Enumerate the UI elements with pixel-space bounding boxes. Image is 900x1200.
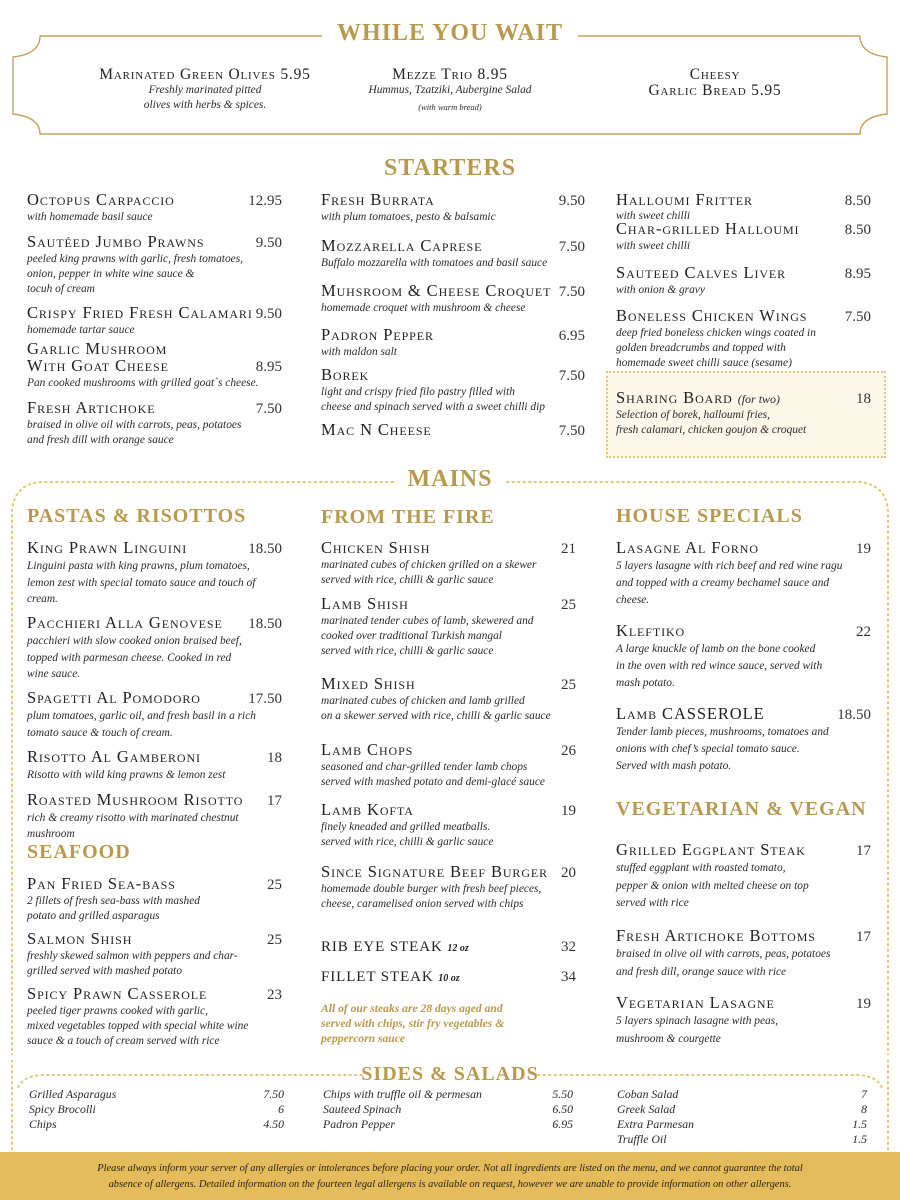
item-price: 17 bbox=[856, 929, 871, 945]
menu-item bbox=[321, 237, 585, 271]
item-price: 18.50 bbox=[837, 707, 871, 723]
item-name: Risotto Al Gamberoni bbox=[27, 747, 201, 766]
wyw-item-garlic-bread bbox=[600, 67, 830, 99]
item-price: 18.50 bbox=[248, 616, 282, 632]
side-price: 4.50 bbox=[263, 1117, 284, 1131]
item-desc: tomato sauce & touch of cream. bbox=[27, 726, 173, 739]
side-price: 5.50 bbox=[552, 1087, 573, 1101]
item-desc: pacchieri with slow cooked onion braised beef, bbox=[27, 635, 242, 647]
item-name: Spicy Prawn Casserole bbox=[27, 984, 208, 1003]
item-price: 25 bbox=[561, 677, 576, 693]
item-price: 12.95 bbox=[248, 193, 282, 209]
menu-item bbox=[321, 675, 576, 724]
item-price: 8.50 bbox=[844, 222, 871, 238]
menu-item bbox=[616, 191, 871, 222]
item-price: 9.50 bbox=[255, 306, 282, 322]
side-name: Truffle Oil bbox=[617, 1132, 667, 1146]
side-item bbox=[29, 1087, 284, 1102]
menu-item bbox=[27, 748, 282, 784]
item-price: 21 bbox=[561, 541, 576, 557]
item-desc: Tender lamb pieces, mushrooms, tomatoes and bbox=[616, 726, 829, 738]
steak-note-line: All of our steaks are 28 days aged and bbox=[321, 1002, 503, 1015]
item-desc: Pan cooked mushrooms with grilled goat`s cheese. bbox=[27, 377, 259, 389]
item-price: 25 bbox=[561, 597, 576, 613]
item-desc: Buffalo mozzarella with tomatoes and basil sauce bbox=[321, 257, 548, 269]
side-price: 8 bbox=[861, 1102, 867, 1116]
item-name: Crispy Fried Fresh Calamari bbox=[27, 303, 253, 322]
sides-col-1 bbox=[29, 1087, 284, 1132]
item-desc: olives with herbs & spices. bbox=[143, 99, 267, 111]
item-price: 32 bbox=[561, 939, 576, 955]
side-name: Grilled Asparagus bbox=[29, 1087, 117, 1101]
item-desc: Linguini pasta with king prawns, plum tomatoes, bbox=[27, 560, 250, 572]
menu-item bbox=[321, 282, 585, 316]
menu-item bbox=[27, 689, 282, 741]
item-price: 8.95 bbox=[844, 266, 871, 282]
item-desc: stuffed eggplant with roasted tomato, bbox=[616, 862, 786, 874]
item-desc: peeled king prawns with garlic, fresh tomatoes, bbox=[27, 253, 243, 265]
item-price: 25 bbox=[267, 877, 282, 893]
item-desc: with onion & gravy bbox=[616, 284, 705, 296]
item-desc: Risotto with wild king prawns & lemon zest bbox=[27, 769, 226, 781]
item-name: Marinated Green Olives 5.95 bbox=[99, 66, 311, 83]
item-name: Halloumi Fritter bbox=[616, 190, 753, 209]
item-name: With Goat Cheese bbox=[27, 356, 169, 375]
item-price: 7.50 bbox=[844, 309, 871, 325]
side-name: Padron Pepper bbox=[323, 1117, 395, 1131]
item-desc: cooked over traditional Turkish mangal bbox=[321, 630, 502, 642]
item-desc: braised in olive oil with carrots, peas, potatoes bbox=[27, 419, 242, 431]
starters-title: STARTERS bbox=[383, 155, 517, 181]
menu-item-steak bbox=[321, 969, 576, 987]
item-desc: mash potato. bbox=[616, 677, 675, 689]
item-desc: sauce & a touch of cream served with rice bbox=[27, 1035, 220, 1047]
side-name: Sauteed Spinach bbox=[323, 1102, 402, 1116]
menu-item bbox=[321, 421, 585, 440]
item-price: 9.50 bbox=[558, 193, 585, 209]
fire-title: FROM THE FIRE bbox=[321, 506, 495, 528]
item-name: Lamb CASSEROLE bbox=[616, 704, 765, 723]
item-name: Garlic Bread 5.95 bbox=[648, 82, 782, 99]
item-desc: Hummus, Tzatziki, Aubergine Salad bbox=[368, 84, 532, 96]
item-price: 7.50 bbox=[558, 423, 585, 439]
item-price: 23 bbox=[267, 987, 282, 1003]
item-name: Lamb Chops bbox=[321, 740, 414, 759]
mains-title: MAINS bbox=[407, 466, 493, 492]
item-name: Fresh Artichoke bbox=[27, 398, 156, 417]
menu-item bbox=[27, 985, 282, 1049]
item-name-text: FILLET STEAK bbox=[321, 969, 434, 985]
item-price: 18.50 bbox=[248, 541, 282, 557]
item-desc: onions with chef’s special tomato sauce. bbox=[616, 743, 800, 755]
item-price: 19 bbox=[856, 541, 871, 557]
item-name: Sauteed Calves Liver bbox=[616, 263, 787, 282]
item-name: Boneless Chicken Wings bbox=[616, 306, 808, 325]
side-item bbox=[617, 1102, 867, 1117]
item-name bbox=[321, 969, 460, 987]
item-price: 7.50 bbox=[558, 368, 585, 384]
item-name: Fresh Burrata bbox=[321, 190, 435, 209]
steak-note-line: peppercorn sauce bbox=[321, 1032, 406, 1045]
item-name: Cheesy bbox=[689, 66, 741, 83]
item-desc: 5 layers lasagne with rich beef and red wine ragu bbox=[616, 560, 843, 572]
menu-item bbox=[27, 340, 282, 391]
item-name: Padron Pepper bbox=[321, 325, 434, 344]
item-desc: cheese. bbox=[616, 594, 650, 606]
item-note: (with warm bread) bbox=[418, 102, 482, 112]
menu-item bbox=[321, 863, 576, 912]
side-price: 1.5 bbox=[852, 1132, 867, 1146]
item-price: 17 bbox=[856, 843, 871, 859]
item-name: Char-grilled Halloumi bbox=[616, 219, 800, 238]
item-name-text: RIB EYE STEAK bbox=[321, 939, 443, 955]
item-desc: peeled tiger prawns cooked with garlic, bbox=[27, 1005, 208, 1017]
steak-note bbox=[321, 1001, 576, 1046]
menu-item-sharing-board bbox=[616, 389, 871, 438]
item-price: 7.50 bbox=[558, 284, 585, 300]
item-desc: served with rice, chilli & garlic sauce bbox=[321, 645, 494, 657]
item-desc: mushroom & courgette bbox=[616, 1032, 721, 1045]
side-item bbox=[323, 1117, 573, 1132]
menu-item bbox=[27, 539, 282, 608]
item-name: Lasagne Al Forno bbox=[616, 538, 759, 557]
item-qualifier: (for two) bbox=[737, 392, 781, 406]
side-price: 6 bbox=[278, 1102, 284, 1116]
item-weight: 12 oz bbox=[447, 943, 469, 954]
side-item bbox=[323, 1102, 573, 1117]
item-price: 26 bbox=[561, 743, 576, 759]
item-desc: and topped with a creamy bechamel sauce and bbox=[616, 577, 830, 589]
item-desc: potato and grilled asparagus bbox=[27, 910, 160, 922]
item-desc: homemade croquet with mushroom & cheese bbox=[321, 302, 526, 314]
menu-item bbox=[321, 741, 576, 790]
item-price: 17.50 bbox=[248, 691, 282, 707]
menu-item bbox=[616, 307, 871, 371]
item-price: 6.95 bbox=[558, 328, 585, 344]
item-desc: Freshly marinated pitted bbox=[148, 84, 262, 96]
item-desc: served with rice, chilli & garlic sauce bbox=[321, 574, 494, 586]
item-name: Spagetti Al Pomodoro bbox=[27, 688, 201, 707]
item-desc: cheese and spinach served with a sweet chilli dip bbox=[321, 401, 545, 413]
item-price: 7.50 bbox=[255, 401, 282, 417]
item-desc: A large knuckle of lamb on the bone cooked bbox=[616, 643, 816, 655]
allergy-notice-line: Please always inform your server of any allergies or intolerances before placing your order. Not all ingredients are listed on the menu, and we cannot guarantee the total bbox=[97, 1163, 803, 1174]
menu-item bbox=[321, 366, 585, 415]
item-price: 7.50 bbox=[558, 239, 585, 255]
item-desc: with homemade basil sauce bbox=[27, 211, 153, 223]
item-price: 8.95 bbox=[255, 359, 282, 375]
side-item bbox=[617, 1132, 867, 1147]
item-desc: with plum tomatoes, pesto & balsamic bbox=[321, 211, 496, 223]
item-desc: with sweet chilli bbox=[616, 210, 691, 222]
item-desc: seasoned and char-grilled tender lamb chops bbox=[321, 761, 528, 773]
side-price: 7 bbox=[861, 1087, 867, 1101]
menu-item bbox=[616, 705, 871, 775]
item-name bbox=[616, 389, 780, 407]
item-desc: freshly skewed salmon with peppers and char- bbox=[27, 950, 238, 962]
menu-item bbox=[616, 994, 871, 1048]
menu-item bbox=[616, 264, 871, 298]
item-desc: pepper & onion with melted cheese on top bbox=[616, 879, 809, 892]
side-item bbox=[29, 1117, 284, 1132]
menu-item bbox=[27, 614, 282, 683]
item-name: Vegetarian Lasagne bbox=[616, 993, 775, 1012]
item-desc: served with rice bbox=[616, 897, 689, 909]
side-name: Chips with truffle oil & permesan bbox=[323, 1087, 482, 1101]
item-desc: marinated tender cubes of lamb, skewered and bbox=[321, 615, 534, 627]
menu-item bbox=[27, 930, 282, 979]
item-desc: in the oven with red wince sauce, served with bbox=[616, 660, 823, 672]
item-name: Mezze Trio 8.95 bbox=[392, 66, 508, 83]
menu-item bbox=[616, 539, 871, 609]
side-price: 6.95 bbox=[552, 1117, 573, 1131]
side-item bbox=[617, 1087, 867, 1102]
item-name: Lamb Kofta bbox=[321, 800, 414, 819]
item-desc: deep fried boneless chicken wings coated in bbox=[616, 327, 816, 339]
item-name: Borek bbox=[321, 365, 370, 384]
allergy-footer bbox=[0, 1152, 900, 1200]
menu-item bbox=[27, 399, 282, 448]
item-price: 22 bbox=[856, 624, 871, 640]
item-name-text: Sharing Board bbox=[616, 388, 733, 407]
item-name: Since Signature Beef Burger bbox=[321, 862, 549, 881]
side-item bbox=[617, 1117, 867, 1132]
side-name: Extra Parmesan bbox=[617, 1117, 694, 1131]
item-price: 18 bbox=[856, 391, 871, 407]
item-name: Fresh Artichoke Bottoms bbox=[616, 926, 816, 945]
item-price: 19 bbox=[856, 996, 871, 1012]
item-desc: tocuh of cream bbox=[27, 283, 95, 295]
item-desc: grilled served with mashed potato bbox=[27, 965, 183, 977]
item-name: King Prawn Linguini bbox=[27, 538, 188, 557]
item-weight: 10 oz bbox=[438, 973, 460, 984]
side-price: 7.50 bbox=[263, 1087, 284, 1101]
item-desc: mushroom bbox=[27, 828, 75, 840]
steak-note-line: served with chips, stir fry vegetables & bbox=[321, 1017, 505, 1030]
wyw-item-mezze bbox=[330, 67, 570, 114]
menu-item bbox=[27, 191, 282, 225]
item-price: 17 bbox=[267, 793, 282, 809]
item-desc: homemade sweet chilli sauce (sesame) bbox=[616, 357, 792, 369]
item-name: Salmon Shish bbox=[27, 929, 133, 948]
allergy-notice-line: absence of allergens. Detailed information on the fourteen legal allergens is available on request, however we are unable to provide information on other allergens. bbox=[108, 1179, 792, 1190]
wyw-item-olives bbox=[60, 67, 350, 113]
item-desc: marinated cubes of chicken grilled on a skewer bbox=[321, 559, 537, 571]
item-desc: served with mashed potato and demi-glacé sauce bbox=[321, 776, 545, 788]
item-price: 20 bbox=[561, 865, 576, 881]
item-desc: and fresh dill, orange sauce with rice bbox=[616, 965, 787, 978]
sides-col-3 bbox=[617, 1087, 867, 1147]
item-desc: on a skewer served with rice, chilli & garlic sauce bbox=[321, 710, 551, 722]
item-desc: and fresh dill with orange sauce bbox=[27, 434, 174, 446]
item-name: Pacchieri Alla Genovese bbox=[27, 613, 223, 632]
menu-item bbox=[27, 875, 282, 924]
item-name: Mixed Shish bbox=[321, 674, 416, 693]
menu-item bbox=[616, 841, 871, 913]
side-name: Chips bbox=[29, 1117, 57, 1131]
item-desc: lemon zest with special tomato sauce and touch of bbox=[27, 576, 256, 589]
item-price: 25 bbox=[267, 932, 282, 948]
item-desc: with maldon salt bbox=[321, 346, 397, 358]
menu-item bbox=[321, 539, 576, 588]
menu-item bbox=[27, 304, 282, 338]
side-price: 6.50 bbox=[552, 1102, 573, 1116]
menu-item bbox=[321, 595, 576, 659]
menu-item bbox=[321, 801, 576, 850]
item-desc: mixed vegetables topped with special white wine bbox=[27, 1020, 249, 1032]
item-name: Kleftiko bbox=[616, 621, 686, 640]
item-desc: plum tomatoes, garlic oil, and fresh basil in a rich bbox=[27, 710, 256, 722]
menu-item bbox=[616, 220, 871, 254]
item-price: 34 bbox=[561, 969, 576, 985]
item-desc: homemade double burger with fresh beef pieces, bbox=[321, 883, 542, 895]
menu-item bbox=[27, 233, 282, 297]
item-desc: braised in olive oil with carrots, peas, potatoes bbox=[616, 948, 831, 960]
sides-title: SIDES & SALADS bbox=[361, 1063, 539, 1085]
item-desc: rich & creamy risotto with marinated chestnut bbox=[27, 812, 239, 824]
veg-title: VEGETARIAN & VEGAN bbox=[616, 798, 867, 820]
item-desc: marinated cubes of chicken and lamb grilled bbox=[321, 695, 525, 707]
item-desc: Served with mash potato. bbox=[616, 760, 732, 772]
side-item bbox=[29, 1102, 284, 1117]
side-name: Spicy Brocolli bbox=[29, 1102, 96, 1116]
item-desc: onion, pepper in white wine sauce & bbox=[27, 268, 195, 280]
item-name: Muhsroom & Cheese Croquet bbox=[321, 281, 552, 300]
item-name: Lamb Shish bbox=[321, 594, 409, 613]
side-name: Greek Salad bbox=[617, 1102, 676, 1116]
item-desc: Selection of borek, halloumi fries, bbox=[616, 409, 770, 421]
side-price: 1.5 bbox=[852, 1117, 867, 1131]
item-name: Octopus Carpaccio bbox=[27, 190, 175, 209]
menu-item bbox=[321, 191, 585, 225]
item-desc: light and crispy fried filo pastry filled with bbox=[321, 386, 515, 398]
side-name: Coban Salad bbox=[617, 1087, 679, 1101]
item-desc: served with rice, chilli & garlic sauce bbox=[321, 836, 494, 848]
item-desc: homemade tartar sauce bbox=[27, 324, 135, 336]
item-name: Mac N Cheese bbox=[321, 420, 432, 439]
sides-col-2 bbox=[323, 1087, 573, 1132]
item-price: 8.50 bbox=[844, 193, 871, 209]
item-desc: topped with parmesan cheese. Cooked in red bbox=[27, 651, 232, 664]
item-name bbox=[321, 939, 469, 957]
menu-item-steak bbox=[321, 939, 576, 957]
item-desc: 2 fillets of fresh sea-bass with mashed bbox=[27, 895, 200, 907]
item-desc: finely kneaded and grilled meatballs. bbox=[321, 821, 491, 833]
item-desc: fresh calamari, chicken goujon & croquet bbox=[616, 424, 807, 436]
menu-item bbox=[616, 927, 871, 981]
while-you-wait-title: WHILE YOU WAIT bbox=[336, 20, 564, 46]
item-desc: cream. bbox=[27, 593, 58, 605]
item-name: Grilled Eggplant Steak bbox=[616, 840, 806, 859]
seafood-title: SEAFOOD bbox=[27, 841, 131, 863]
item-name: Garlic Mushroom bbox=[27, 339, 168, 358]
menu-item bbox=[321, 326, 585, 360]
item-price: 9.50 bbox=[255, 235, 282, 251]
house-title: HOUSE SPECIALS bbox=[616, 505, 803, 527]
item-name: Pan Fried Sea-bass bbox=[27, 874, 176, 893]
item-desc: with sweet chilli bbox=[616, 240, 691, 252]
item-desc: wine sauce. bbox=[27, 668, 81, 680]
menu-item bbox=[27, 791, 282, 842]
item-desc: golden breadcrumbs and topped with bbox=[616, 342, 786, 354]
pastas-title: PASTAS & RISOTTOS bbox=[27, 505, 247, 527]
item-name: Sautéed Jumbo Prawns bbox=[27, 232, 205, 251]
menu-item bbox=[616, 622, 871, 692]
item-name: Mozzarella Caprese bbox=[321, 236, 483, 255]
item-desc: 5 layers spinach lasagne with peas, bbox=[616, 1015, 778, 1027]
side-item bbox=[323, 1087, 573, 1102]
item-name: Roasted Mushroom Risotto bbox=[27, 790, 244, 809]
item-name: Chicken Shish bbox=[321, 538, 431, 557]
item-price: 18 bbox=[267, 750, 282, 766]
item-price: 19 bbox=[561, 803, 576, 819]
item-desc: cheese, caramelised onion served with chips bbox=[321, 898, 524, 910]
